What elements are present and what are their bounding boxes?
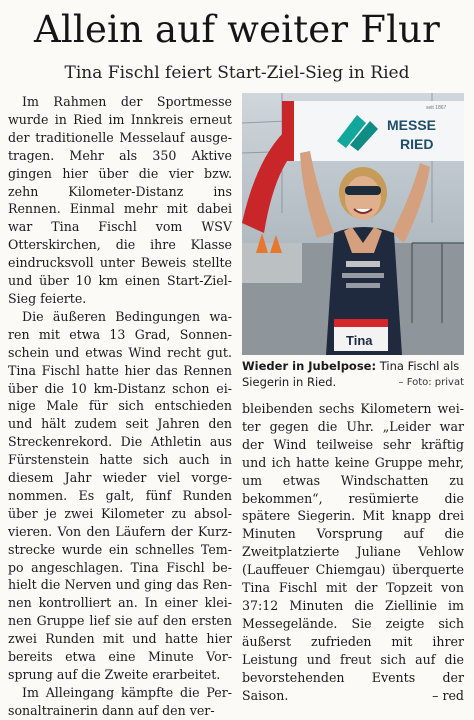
article-column-2 bbox=[242, 400, 464, 704]
photo-caption bbox=[242, 359, 464, 390]
paragraph-3: Im Alleingang kämpfte die Personaltrainerin dann auf den ver- bbox=[8, 684, 232, 718]
caption-label: Wieder in Jubelpose: bbox=[242, 359, 377, 373]
article-column-1 bbox=[8, 93, 232, 720]
bib-name: Tina bbox=[346, 333, 373, 348]
banner-text-messe: MESSE bbox=[387, 117, 437, 133]
headline: Allein auf weiter Flur bbox=[33, 8, 441, 51]
photo-credit: – Foto: privat bbox=[398, 376, 464, 388]
subheadline: Tina Fischl feiert Start-Ziel-Sieg in Ried bbox=[64, 63, 410, 83]
paragraph-2: Die äußeren Bedingungen waren mit etwa 13 Grad, Sonnenschein und etwas Wind recht gut. Tina Fischl hatte hier das Rennen über die 10 km-Distanz schon einige Male für sich entschieden und hält zudem seit Jahren den Streckenrekord. Die Athletin aus Fürstenstein hatte sich auch in diesem Jahr wieder viel vorgenommen. Es galt, fünf Runden über je zwei Kilometer zu absolvieren. Von den Läufern der Kurzstrecke wurde ein schnelles Tempo angeschlagen. Tina Fischl behielt die Nerven und ging das Rennen kontrolliert an. In einer kleinen Gruppe lief sie auf den ersten zwei Runden mit und hatte hier bereits etwa eine Minute Vorsprung auf die Zweite erarbeitet. bbox=[8, 308, 232, 682]
banner-text-ried: RIED bbox=[400, 136, 434, 152]
banner-text-seit: seit 1867 bbox=[426, 105, 447, 111]
runner-photo-illustration bbox=[242, 93, 464, 355]
paragraph-4: bleibenden sechs Kilometern weiter gegen die Uhr. „Leider war der Wind teilweise sehr kräftig und ich hatte keine Gruppe mehr, um etwas Windschatten zu bekommen“, resümierte die spätere Siegerin. Mit knapp drei Minuten Vorsprung auf die Zweitplatzierte Juliane Vehlow (Lauffeuer Chiemgau) überquerte Tina Fischl mit der Topzeit von 37:12 Minuten die Ziellinie im Messegelände. Sie zeigte sich äußerst zufrieden mit ihrer Leistung und freut sich auf die bevorstehenden Events der Saison. – red bbox=[242, 401, 464, 703]
article-photo bbox=[242, 93, 464, 355]
paragraph-1: Im Rahmen der Sportmesse wurde in Ried im Innkreis erneut der traditionelle Messelauf ausgetragen. Mehr als 350 Aktive gingen hier über die vier bzw. zehn Kilometer-Distanz ins Rennen. Einmal mehr mit dabei war Tina Fischl vom WSV Otterskirchen, die ihre Klasse eindrucksvoll unter Beweis stellte und über 10 km einen Start-Ziel-Sieg feierte. bbox=[8, 94, 232, 306]
byline: – red bbox=[432, 687, 464, 703]
caption-text: Tina Fischl als Siegerin in Ried. bbox=[242, 359, 460, 389]
